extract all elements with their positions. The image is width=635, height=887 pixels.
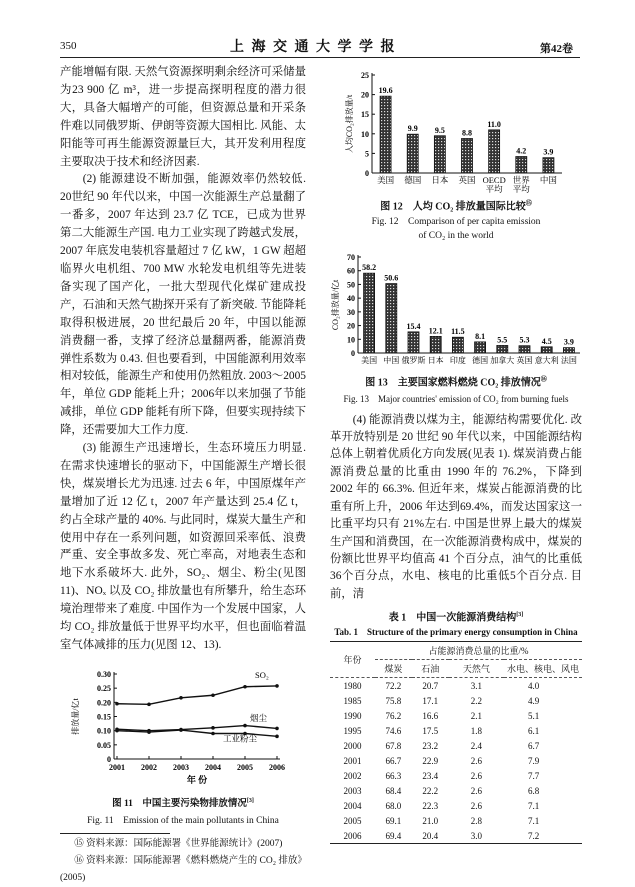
figure-12-caption-cn <box>330 196 582 215</box>
bar <box>452 338 463 354</box>
x-tick-label: 英国 <box>458 175 476 185</box>
cell-value: 23.2 <box>422 740 439 751</box>
x-tick-label: 平均 <box>485 184 503 194</box>
cell-value: 72.2 <box>385 680 402 691</box>
x-tick-label: 德国 <box>404 175 422 185</box>
bar <box>386 284 397 353</box>
cell-value: 2.1 <box>470 710 482 721</box>
data-point <box>211 732 215 736</box>
footnote-rule <box>60 833 170 834</box>
table-row <box>330 738 582 753</box>
bar <box>430 337 441 354</box>
data-point <box>147 730 151 734</box>
table-row <box>330 798 582 813</box>
caption-ref: ⑯ <box>540 377 547 384</box>
y-axis-label: 排放量/亿t <box>71 698 80 735</box>
cell-year: 2004 <box>343 800 362 811</box>
cell-value: 2.6 <box>470 770 482 781</box>
figure-12-caption-en-1: Fig. 12 Comparison of per capita emission <box>371 217 541 228</box>
caption-text: 图 12 人均 CO₂ 排放量国际比较 <box>380 201 526 213</box>
bar <box>543 158 554 173</box>
data-label: 3.9 <box>563 337 574 347</box>
x-tick-label: 2001 <box>109 762 125 772</box>
data-label: 8.1 <box>475 332 486 342</box>
data-point <box>115 729 119 733</box>
x-tick-label: 德国 <box>472 356 489 366</box>
column-header: 水电、核电、风电 <box>506 663 579 674</box>
data-label: 11.5 <box>451 327 465 337</box>
bar <box>489 130 500 173</box>
data-point <box>179 696 183 700</box>
table-row <box>330 813 582 828</box>
data-label: 8.8 <box>462 128 472 138</box>
cell-value: 2.2 <box>470 695 482 706</box>
x-tick-label: 2004 <box>205 762 221 772</box>
y-tick-label: 70 <box>347 253 355 263</box>
cell-value: 5.1 <box>528 710 540 721</box>
cell-value: 17.1 <box>422 695 439 706</box>
cell-value: 7.9 <box>528 755 540 766</box>
data-label: 12.1 <box>428 326 443 336</box>
y-tick-label: 0.15 <box>97 712 111 722</box>
x-axis-label: 年 份 <box>186 774 208 785</box>
footnote: ⑯ 资料来源：国际能源署《燃料燃烧产生的 CO₂ 排放》(2005) <box>60 856 303 884</box>
table-row <box>330 768 582 783</box>
x-tick-label: 中国 <box>383 356 400 366</box>
x-tick-label: 日本 <box>427 356 444 366</box>
bar <box>462 139 473 173</box>
y-tick-label: 30 <box>347 308 355 318</box>
data-point <box>243 724 247 728</box>
x-tick-label: 意大利 <box>534 356 559 366</box>
table-row <box>330 828 582 844</box>
bar <box>519 346 530 353</box>
y-axis-label: CO₂排放量/亿t <box>331 280 340 331</box>
y-tick-label: 15 <box>361 110 369 120</box>
bar <box>541 347 552 353</box>
cell-year: 1990 <box>343 710 362 721</box>
y-tick-label: 0.20 <box>97 698 111 708</box>
data-label: 4.5 <box>541 337 552 347</box>
cell-value: 3.0 <box>470 830 482 841</box>
column-header: 石油 <box>421 663 440 674</box>
x-tick-label: 法国 <box>560 356 577 366</box>
x-tick-label: 俄罗斯 <box>401 356 426 366</box>
bar <box>407 134 418 173</box>
header-year: 年份 <box>330 642 375 678</box>
header-rule <box>60 57 580 58</box>
cell-value: 7.1 <box>528 800 540 811</box>
x-tick-label: 2002 <box>141 762 157 772</box>
x-tick-label: 加拿大 <box>490 356 515 366</box>
table-row <box>330 693 582 708</box>
bar <box>563 348 574 353</box>
cell-value: 17.5 <box>422 725 439 736</box>
y-tick-label: 10 <box>347 335 355 345</box>
table-1 <box>330 641 582 844</box>
cell-value: 68.0 <box>385 800 402 811</box>
data-point <box>275 734 279 738</box>
figure-12-bar-chart <box>330 66 580 194</box>
cell-value: 7.2 <box>528 830 540 841</box>
footnote: ⑮ 资料来源：国际能源署《世界能源统计》(2007) <box>74 839 283 850</box>
data-point <box>147 702 151 706</box>
x-tick-label: 印度 <box>449 356 466 366</box>
cell-year: 2001 <box>343 755 362 766</box>
x-tick-label: 平均 <box>512 184 530 194</box>
cell-value: 69.4 <box>385 830 402 841</box>
cell-value: 2.8 <box>470 815 482 826</box>
cell-value: 6.7 <box>528 740 540 751</box>
footnotes <box>60 836 306 887</box>
caption-text: 图 11 中国主要污染物排放情况 <box>112 799 247 810</box>
data-point <box>275 727 279 731</box>
y-tick-label: 0.05 <box>97 740 111 750</box>
cell-value: 69.1 <box>385 815 402 826</box>
right-column <box>330 66 582 844</box>
cell-year: 2002 <box>343 770 362 781</box>
data-label: 5.3 <box>519 336 530 346</box>
cell-value: 7.7 <box>528 770 540 781</box>
y-tick-label: 50 <box>347 280 355 290</box>
bar <box>516 157 527 173</box>
cell-year: 1985 <box>343 695 362 706</box>
column-header: 煤炭 <box>384 663 403 674</box>
y-tick-label: 0.10 <box>97 726 111 736</box>
y-tick-label: 20 <box>347 321 355 331</box>
y-tick-label: 0 <box>351 349 355 359</box>
page-number: 350 <box>60 40 77 52</box>
y-tick-label: 5 <box>365 149 369 159</box>
data-label: 9.9 <box>407 124 418 134</box>
y-tick-label: 0.25 <box>97 684 111 694</box>
y-tick-label: 0 <box>107 754 111 764</box>
paragraph: (3) 能源生产迅速增长，生态环境压力明显. 在需求快速增长的驱动下，中国能源生产增长很快，煤炭增长尤为迅速. 过去 6 年，中国原煤年产量增加了近 12 亿 t，2007 年产量达到 25.4 亿 t，约占全球产量的 40%. 与此同时，煤炭大量生产和使用中存在一系列问题，如资源回采率低、浪费严重、安全事故多发、死亡率高，对地表生态和地下水系破坏大. 此外，SO₂、烟尘、粉尘(见图 11)、NOₓ 以及 CO₂ 排放量也有所攀升，给生态环境治理带来了难度. 中国作为一个发展中国家，人均 CO₂ 排放量低于世界平均水平，但也面临着温室气体减排的压力(见图 12、13). <box>60 442 306 651</box>
cell-value: 6.1 <box>528 725 540 736</box>
y-tick-label: 0.30 <box>97 669 111 679</box>
data-point <box>211 726 215 730</box>
cell-value: 20.4 <box>422 830 439 841</box>
table-row <box>330 708 582 723</box>
x-tick-label: 世界 <box>512 175 530 185</box>
cell-value: 2.6 <box>470 800 482 811</box>
data-label: 19.6 <box>378 86 393 96</box>
paragraph: (2) 能源建设不断加强，能源效率仍然较低. 20世纪 90 年代以来，中国一次能源生产总量翻了一番多，2007 年达到 23.7 亿 TCE，已成为世界第二大能源生产国. 电力工业实现了跨越式发展，2007 年底发电装机容量超过 7 亿 kW，1 GW 超超临界火电机组、700 MW 水轮发电机组等先进装备实现了国产化，一批大型现代化煤矿建成投产，石油和天然气勘探开采有了新突破. 节能降耗取得积极进展，20 世纪最后 20 年，中国以能源消费翻一番，支撑了经济总量翻两番，能源消费弹性系数为 0.43. 但也要看到，中国能源利用效率相对较低，能源生产和使用仍然粗放. 2003～2005 年，单位 GDP 能耗上升；2006年以来加强了节能减排，单位 GDP 能耗有所下降，但要实现持续下降，还需要加大工作力度. <box>60 173 306 437</box>
data-label: 58.2 <box>362 263 377 273</box>
table-row <box>330 753 582 768</box>
right-column-text <box>330 412 582 603</box>
data-point <box>243 685 247 689</box>
cell-value: 2.6 <box>470 755 482 766</box>
data-point <box>115 702 119 706</box>
figure-11-caption-en: Fig. 11 Emission of the main pollutants in China <box>87 816 279 827</box>
table-row <box>330 678 582 694</box>
bar <box>408 332 419 353</box>
figure-11-caption-cn <box>60 793 306 812</box>
cell-value: 1.8 <box>470 725 482 736</box>
bar <box>364 274 375 354</box>
table-1-caption-cn <box>330 607 582 626</box>
y-tick-label: 10 <box>361 129 369 139</box>
cell-value: 4.0 <box>528 680 540 691</box>
table-1-caption-en: Tab. 1 Structure of the primary energy consumption in China <box>334 627 578 638</box>
data-point <box>211 693 215 697</box>
data-label: 15.4 <box>406 322 421 332</box>
table-row <box>330 723 582 738</box>
header-group: 占能源消费总量的比重/% <box>375 642 582 660</box>
figure-13-caption-en: Fig. 13 Major countries' emission of CO₂ from burning fuels <box>343 393 569 404</box>
bar <box>380 96 391 173</box>
figure-11-line-chart <box>60 661 306 791</box>
x-tick-label: 2006 <box>269 762 285 772</box>
cell-value: 23.4 <box>422 770 439 781</box>
cell-value: 66.3 <box>385 770 402 781</box>
cell-value: 2.6 <box>470 785 482 796</box>
cell-year: 1980 <box>343 680 362 691</box>
caption-ref: [3] <box>246 797 254 804</box>
x-tick-label: 英国 <box>516 356 533 366</box>
data-label: 9.5 <box>434 125 445 135</box>
y-tick-label: 20 <box>361 90 369 100</box>
cell-year: 1995 <box>343 725 362 736</box>
cell-value: 21.0 <box>422 815 439 826</box>
series-label: SO₂ <box>255 669 269 680</box>
y-tick-label: 60 <box>347 267 355 277</box>
cell-value: 66.7 <box>385 755 402 766</box>
paragraph: 产能增幅有限. 天然气资源探明剩余经济可采储量为23 900 亿 m³，进一步提高探明程度的潜力很大，具备大幅增产的可能，但资源总量和开采条件难以同俄罗斯、伊朗等资源大国相比. 风能、太阳能等可再生能源资源量巨大，其开发利用程度主要取决于技术和经济因素. <box>60 66 306 168</box>
data-label: 3.9 <box>543 147 554 157</box>
series-line <box>117 725 277 730</box>
data-label: 50.6 <box>384 273 399 283</box>
bar <box>434 136 445 173</box>
x-tick-label: OECD <box>482 175 506 185</box>
cell-year: 2005 <box>343 815 362 826</box>
bar <box>475 342 486 353</box>
data-point <box>275 684 279 688</box>
y-axis-label: 人均CO₂排放量/t <box>345 94 354 154</box>
cell-value: 4.9 <box>528 695 540 706</box>
y-tick-label: 25 <box>361 71 369 80</box>
data-label: 11.0 <box>487 119 501 129</box>
bar <box>497 346 508 354</box>
column-header: 天然气 <box>462 663 490 674</box>
series-line <box>117 686 277 704</box>
left-column <box>60 64 306 887</box>
left-column-text <box>60 64 306 655</box>
y-tick-label: 0 <box>365 169 369 178</box>
volume-label: 第42卷 <box>540 43 573 55</box>
caption-ref: ⑮ <box>525 201 532 207</box>
cell-year: 2006 <box>343 830 362 841</box>
figure-13-caption-cn <box>330 372 582 391</box>
x-tick-label: 美国 <box>377 175 395 185</box>
data-point <box>179 728 183 732</box>
data-label: 5.5 <box>497 335 508 345</box>
caption-ref: [3] <box>516 612 524 619</box>
cell-value: 22.3 <box>422 800 439 811</box>
cell-value: 68.4 <box>385 785 402 796</box>
cell-value: 75.8 <box>385 695 402 706</box>
cell-year: 2000 <box>343 740 362 751</box>
x-tick-label: 中国 <box>539 175 557 185</box>
x-tick-label: 2003 <box>173 762 189 772</box>
journal-title: 上 海 交 通 大 学 学 报 <box>230 40 397 55</box>
cell-value: 2.4 <box>470 740 482 751</box>
x-tick-label: 美国 <box>361 356 378 366</box>
cell-value: 76.2 <box>385 710 402 721</box>
x-tick-label: 日本 <box>431 175 449 185</box>
cell-value: 3.1 <box>470 680 482 691</box>
caption-text: 图 13 主要国家燃料燃烧 CO₂ 排放情况 <box>365 377 541 389</box>
cell-value: 22.9 <box>422 755 439 766</box>
series-label: 烟尘 <box>250 712 268 723</box>
x-tick-label: 2005 <box>237 762 253 772</box>
paragraph: (4) 能源消费以煤为主，能源结构需要优化. 改革开放特别是 20 世纪 90 年代以来，中国能源结构总体上朝着优质化方向发展(见表 1). 煤炭消费占能源消费总量的比重由 1990 年的 76.2%，下降到2002 年的 66.3%. 但近年来，煤炭占能源消费的比重有所上升，2006 年达到69.4%，而发达国家这一比重平均只有 21%左右. 中国是世界上最大的煤炭生产国和消费国，在一次能源消费构成中，煤炭的份额比世界平均值高 41 个百分点，油气的比重低 36个百分点，水电、核电的比重低5个百分点. 目前，清 <box>330 413 582 600</box>
cell-value: 6.8 <box>528 785 540 796</box>
figure-13-bar-chart <box>330 249 582 369</box>
series-label: 工业粉尘 <box>223 733 258 744</box>
y-tick-label: 40 <box>347 294 355 304</box>
cell-value: 7.1 <box>528 815 540 826</box>
caption-text: 表 1 中国一次能源消费结构 <box>388 612 517 624</box>
cell-value: 74.6 <box>385 725 402 736</box>
table-row <box>330 783 582 798</box>
data-label: 4.2 <box>516 146 527 156</box>
cell-value: 67.8 <box>385 740 402 751</box>
cell-value: 22.2 <box>422 785 439 796</box>
cell-value: 16.6 <box>422 710 439 721</box>
cell-year: 2003 <box>343 785 362 796</box>
cell-value: 20.7 <box>422 680 439 691</box>
figure-12-caption-en-2: of CO₂ in the world <box>418 231 494 242</box>
